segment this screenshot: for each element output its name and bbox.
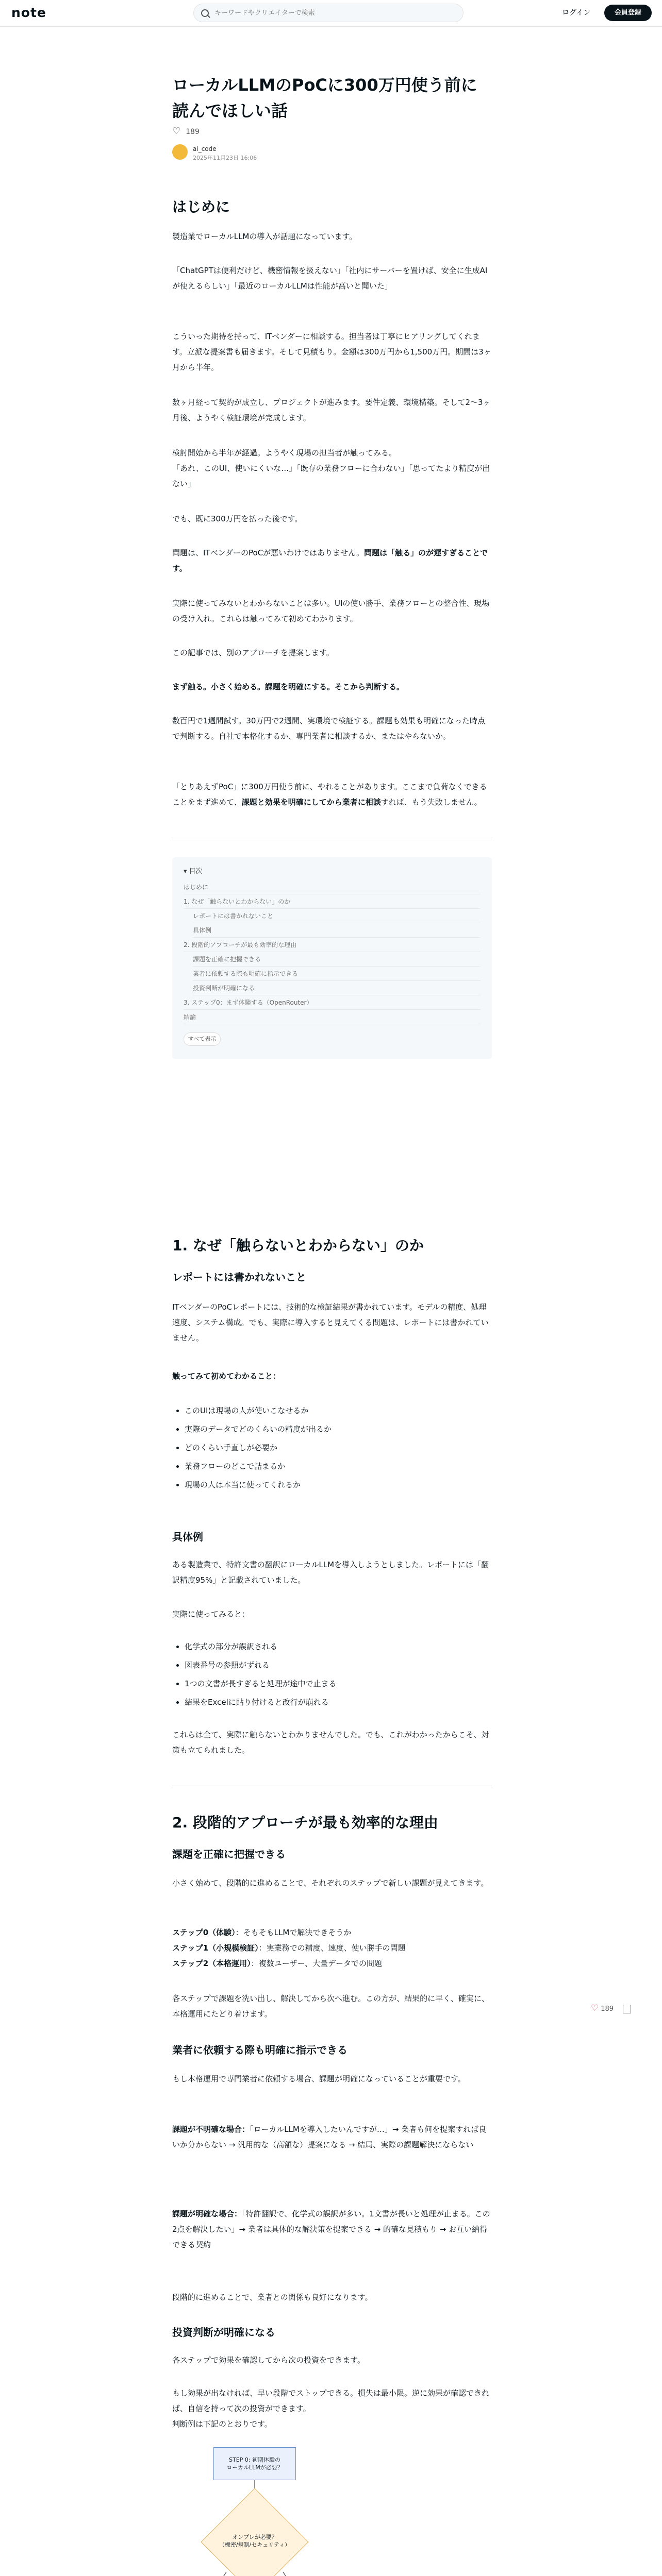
paragraph: もし本格運用で専門業者に依頼する場合、課題が明確になっていることが重要です。 — [172, 2074, 466, 2083]
toc-item[interactable]: 投資判断が明確になる — [193, 981, 481, 995]
site-header — [0, 0, 662, 27]
toc-item[interactable]: 3. ステップ0：まず体験する（OpenRouter） — [184, 995, 481, 1010]
paragraph: 課題が不明確な場合：「ローカルLLMを導入したいんですが…」→ 業者も何を提案すれば良いか分からない → 汎用的な（高額な）提案になる → 結局、実際の課題解決にならない — [172, 2125, 487, 2149]
paragraph: 数ヶ月経って契約が成立し、プロジェクトが進みます。要件定義、環境構築。そして2〜3ヶ月後、ようやく検証環境が完成します。 — [172, 398, 491, 422]
paragraph: もし効果が出なければ、早い段階でストップできる。損失は最小限。逆に効果が確認できれば、自信を持って次の投資ができます。 — [172, 2388, 490, 2413]
toc-item[interactable]: レポートには書かれないこと — [193, 909, 481, 923]
heading-intro: はじめに — [172, 198, 230, 215]
heart-icon[interactable]: ♡ — [591, 2003, 599, 2013]
list-item: • 現場の人は本当に使ってくれるか — [185, 1476, 492, 1494]
flow-decision-onprem: オンプレが必要？ （機密/規制/セキュリティ） — [219, 2534, 291, 2548]
paragraph: ある製造業で、特許文書の翻訳にローカルLLMを導入しようとしました。レポートには「翻訳精度95%」と記載されていました。 — [172, 1560, 489, 1585]
bullet-list — [172, 1637, 492, 1711]
paragraph: 数百円で1週間試す。30万円で2週間、実環境で検証する。課題も効果も明確になった時点で判断する。自社で本格化するか、専門業者に相談するか、またはやらないか。 — [172, 716, 485, 741]
list-item: • 実際のデータでどのくらいの精度が出るか — [185, 1420, 492, 1438]
like-count[interactable]: ♡ 189 — [172, 126, 200, 137]
paragraph: 段階的に進めることで、業者との関係も良好になります。 — [172, 2293, 373, 2302]
subheading: 具体例 — [172, 1531, 203, 1543]
note-logo[interactable]: note — [11, 5, 46, 20]
paragraph: こういった期待を持って、ITベンダーに相談する。担当者は丁寧にヒアリングしてくれます。立派な提案書も届きます。そして見積もり。金額は300万円から1,500万円。期間は3ヶ月から半年。 — [172, 332, 491, 372]
toc-item[interactable]: 業者に依頼する際も明確に指示できる — [193, 967, 481, 981]
search-input[interactable] — [214, 8, 452, 18]
toc-show-all-button[interactable]: すべて表示 — [184, 1032, 221, 1046]
flow-node-start: STEP 0: 初期体験の ローカルLLMが必要？ — [213, 2447, 296, 2480]
heading-section-2: 2. 段階的アプローチが最も効率的な理由 — [172, 1814, 438, 1831]
paragraph: 各ステップで課題を洗い出し、解決してから次へ進む。この方が、結果的に早く、確実に、本格運用にたどり着けます。 — [172, 1994, 489, 2019]
register-button[interactable]: 会員登録 — [604, 5, 652, 21]
subheading: 投資判断が明確になる — [172, 2326, 275, 2338]
article-title: ローカルLLMのPoCに300万円使う前に読んでほしい話 — [172, 75, 477, 121]
heading-section-1: 1. なぜ「触らないとわからない」のか — [172, 1237, 424, 1254]
search-box[interactable] — [193, 4, 464, 22]
paragraph: 各ステップで効果を確認してから次の投資をできます。 — [172, 2355, 365, 2365]
paragraph: でも、既に300万円を払った後です。 — [172, 514, 303, 523]
paragraph: 実際に使ってみないとわからないことは多い。UIの使い勝手、業務フローとの整合性、現場の受け入れ。これらは触ってみて初めてわかります。 — [172, 599, 490, 623]
toc-item[interactable]: はじめに — [184, 880, 481, 894]
list-item: • 図表番号の参照がずれる — [185, 1656, 492, 1674]
toc-item[interactable]: 具体例 — [193, 923, 481, 938]
paragraph: これらは全て、実際に触らないとわかりませんでした。でも、これがわかったからこそ、対策も立てられました。 — [172, 1730, 489, 1755]
paragraph: 「ChatGPTは便利だけど、機密情報を扱えない」「社内にサーバーを置けば、安全に生成AIが使えるらしい」「最近のローカルLLMは性能が高いと聞いた」 — [172, 266, 488, 291]
list-item: • 化学式の部分が誤訳される — [185, 1637, 492, 1656]
decision-flowchart — [172, 2443, 492, 2576]
toc-title[interactable]: ▾ 目次 — [184, 868, 203, 875]
paragraph: 実際に使ってみると： — [172, 1609, 250, 1619]
heart-icon[interactable]: ♡ — [172, 126, 181, 137]
paragraph: 問題は、ITベンダーのPoCが悪いわけではありません。問題は「触る」のが遅すぎることです。 — [172, 548, 488, 573]
bullet-list — [172, 1401, 492, 1494]
paragraph: 検討開始から半年が経過。ようやく現場の担当者が触ってみる。 「あれ、このUI、使いにくいな…」「既存の業務フローに合わない」「思ってたより精度が出ない」 — [172, 448, 490, 488]
subheading: 業者に依頼する際も明確に指示できる — [172, 2044, 347, 2056]
table-of-contents — [172, 857, 492, 1059]
paragraph: 小さく始めて、段階的に進めることで、それぞれのステップで新しい課題が見えてきます。 — [172, 1878, 489, 1888]
author-name[interactable]: ai_code — [193, 145, 217, 152]
step-list: ステップ0（体験）：そもそもLLMで解決できそうか ステップ1（小規模検証）：実業務での精度、速度、使い勝手の問題 ステップ2（本格運用）：複数ユーザー、大量データでの問題 — [172, 1928, 406, 1968]
toc-item[interactable]: 1. なぜ「触らないとわからない」のか — [184, 894, 481, 909]
list-item: • 結果をExcelに貼り付けると改行が崩れる — [185, 1693, 492, 1711]
paragraph: ITベンダーのPoCレポートには、技術的な検証結果が書かれています。モデルの精度、処理速度、システム構成。でも、実際に導入すると見えてくる問題は、レポートには書かれていません。 — [172, 1302, 489, 1343]
list-item: • どのくらい手直しが必要か — [185, 1438, 492, 1457]
toc-item[interactable]: 課題を正確に把握できる — [193, 952, 481, 967]
avatar[interactable] — [172, 144, 188, 160]
publish-date: 2025年11月23日 16:06 — [193, 155, 257, 161]
paragraph: まず触る。小さく始める。課題を明確にする。そこから判断する。 — [172, 682, 405, 691]
list-item: • 1つの文書が長すぎると処理が途中で止まる — [185, 1674, 492, 1693]
paragraph: 課題が明確な場合：「特許翻訳で、化学式の誤訳が多い。1文書が長いと処理が止まる。この2点を解決したい」→ 業者は具体的な解決策を提案できる → 的確な見積もり → お互い納得できる契約 — [172, 2209, 490, 2249]
subheading: 課題を正確に把握できる — [172, 1848, 286, 1860]
paragraph: 「とりあえずPoC」に300万円使う前に、やれることがあります。ここまで負荷なくできることをまず進めて、課題と効果を明確にしてから業者に相談すれば、もう失敗しません。 — [172, 782, 487, 807]
login-link[interactable]: ログイン — [562, 9, 591, 17]
list-item: • このUIは現場の人が使いこなせるか — [185, 1401, 492, 1420]
floating-action-bar: ♡ 189 — [591, 2003, 631, 2013]
subheading: レポートには書かれないこと — [172, 1271, 306, 1283]
paragraph: 判断例は下記のとおりです。 — [172, 2419, 272, 2429]
toc-item[interactable]: 結論 — [184, 1010, 481, 1024]
toc-item[interactable]: 2. 段階的アプローチが最も効率的な理由 — [184, 938, 481, 952]
search-icon — [201, 9, 209, 17]
list-item: • 業務フローのどこで詰まるか — [185, 1457, 492, 1476]
paragraph: 触ってみて初めてわかること： — [172, 1371, 281, 1381]
paragraph: この記事では、別のアプローチを提案します。 — [172, 648, 334, 657]
paragraph: 製造業でローカルLLMの導入が話題になっています。 — [172, 232, 357, 241]
share-icon[interactable] — [623, 2005, 631, 2013]
